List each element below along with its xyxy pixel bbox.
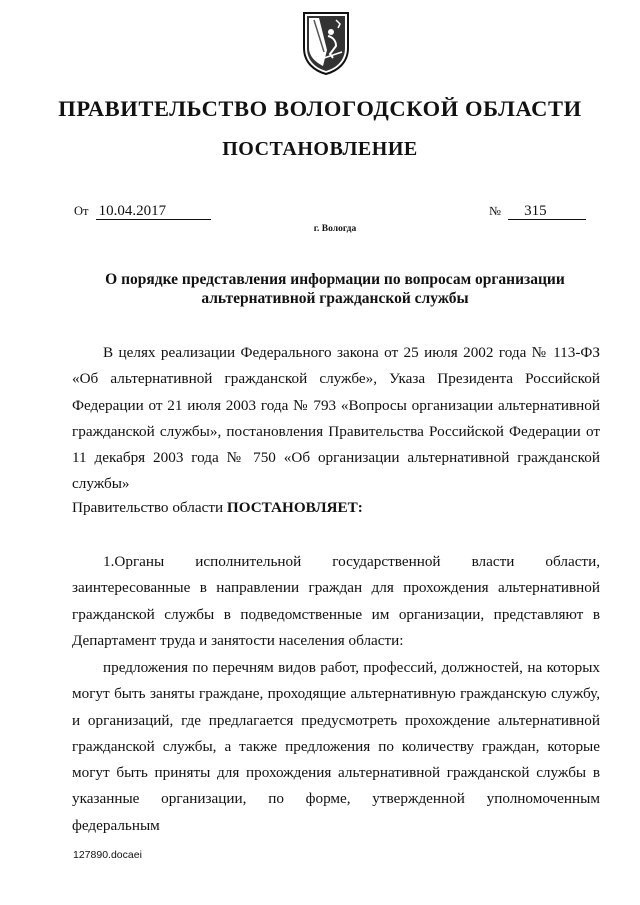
item-1-sub-paragraph: предложения по перечням видов работ, профессий, должностей, на которых могут быть заняты граждане, проходящие альтернативную гражданскую службу, и организаций, где предлагается предусмотреть прохождение альтернативной гражданской службы, а также предложения по количеству граждан, которые могут быть приняты для прохождения альтернативной гражданской службы в указанные организации, по форме, утвержденной уполномоченным федеральным — [72, 659, 600, 834]
city-label: г. Вологда — [313, 224, 357, 234]
decree-prefix: Правительство области — [72, 499, 224, 516]
decree-word: ПОСТАНОВЛЯЕТ: — [226, 499, 363, 516]
date-field — [74, 203, 211, 220]
preamble-paragraph: В целях реализации Федерального закона от 25 июля 2002 года № 113-ФЗ «Об альтернативной гражданской службе», Указа Президента Российской Федерации от 21 июля 2003 года № 793 «Вопросы организации альтернативной гражданской службы», постановления Правительства Российской Федерации от 11 декабря 2003 года № 750 «Об организации альтернативной гражданской службы» — [72, 344, 600, 493]
government-title: ПРАВИТЕЛЬСТВО ВОЛОГОДСКОЙ ОБЛАСТИ — [58, 96, 582, 121]
document-date: 10.04.2017 — [96, 203, 211, 220]
item-1-paragraph: 1.Органы исполнительной государственной власти области, заинтересованные в направлении граждан для прохождения альтернативной гражданской службы в подведомственные им организации, представляют в Департамент труда и занятости населения области: — [72, 553, 600, 649]
number-prefix: № — [489, 204, 501, 218]
number-field — [489, 203, 586, 220]
date-prefix: От — [74, 204, 89, 218]
document-type: ПОСТАНОВЛЕНИЕ — [222, 138, 418, 160]
document-subject: О порядке представления информации по вопросам организации альтернативной гражданской службы — [105, 271, 565, 307]
coat-of-arms-emblem — [300, 10, 352, 76]
document-number: 315 — [508, 203, 586, 220]
decree-line — [72, 495, 600, 521]
file-code: 127890.docaei — [73, 849, 142, 861]
